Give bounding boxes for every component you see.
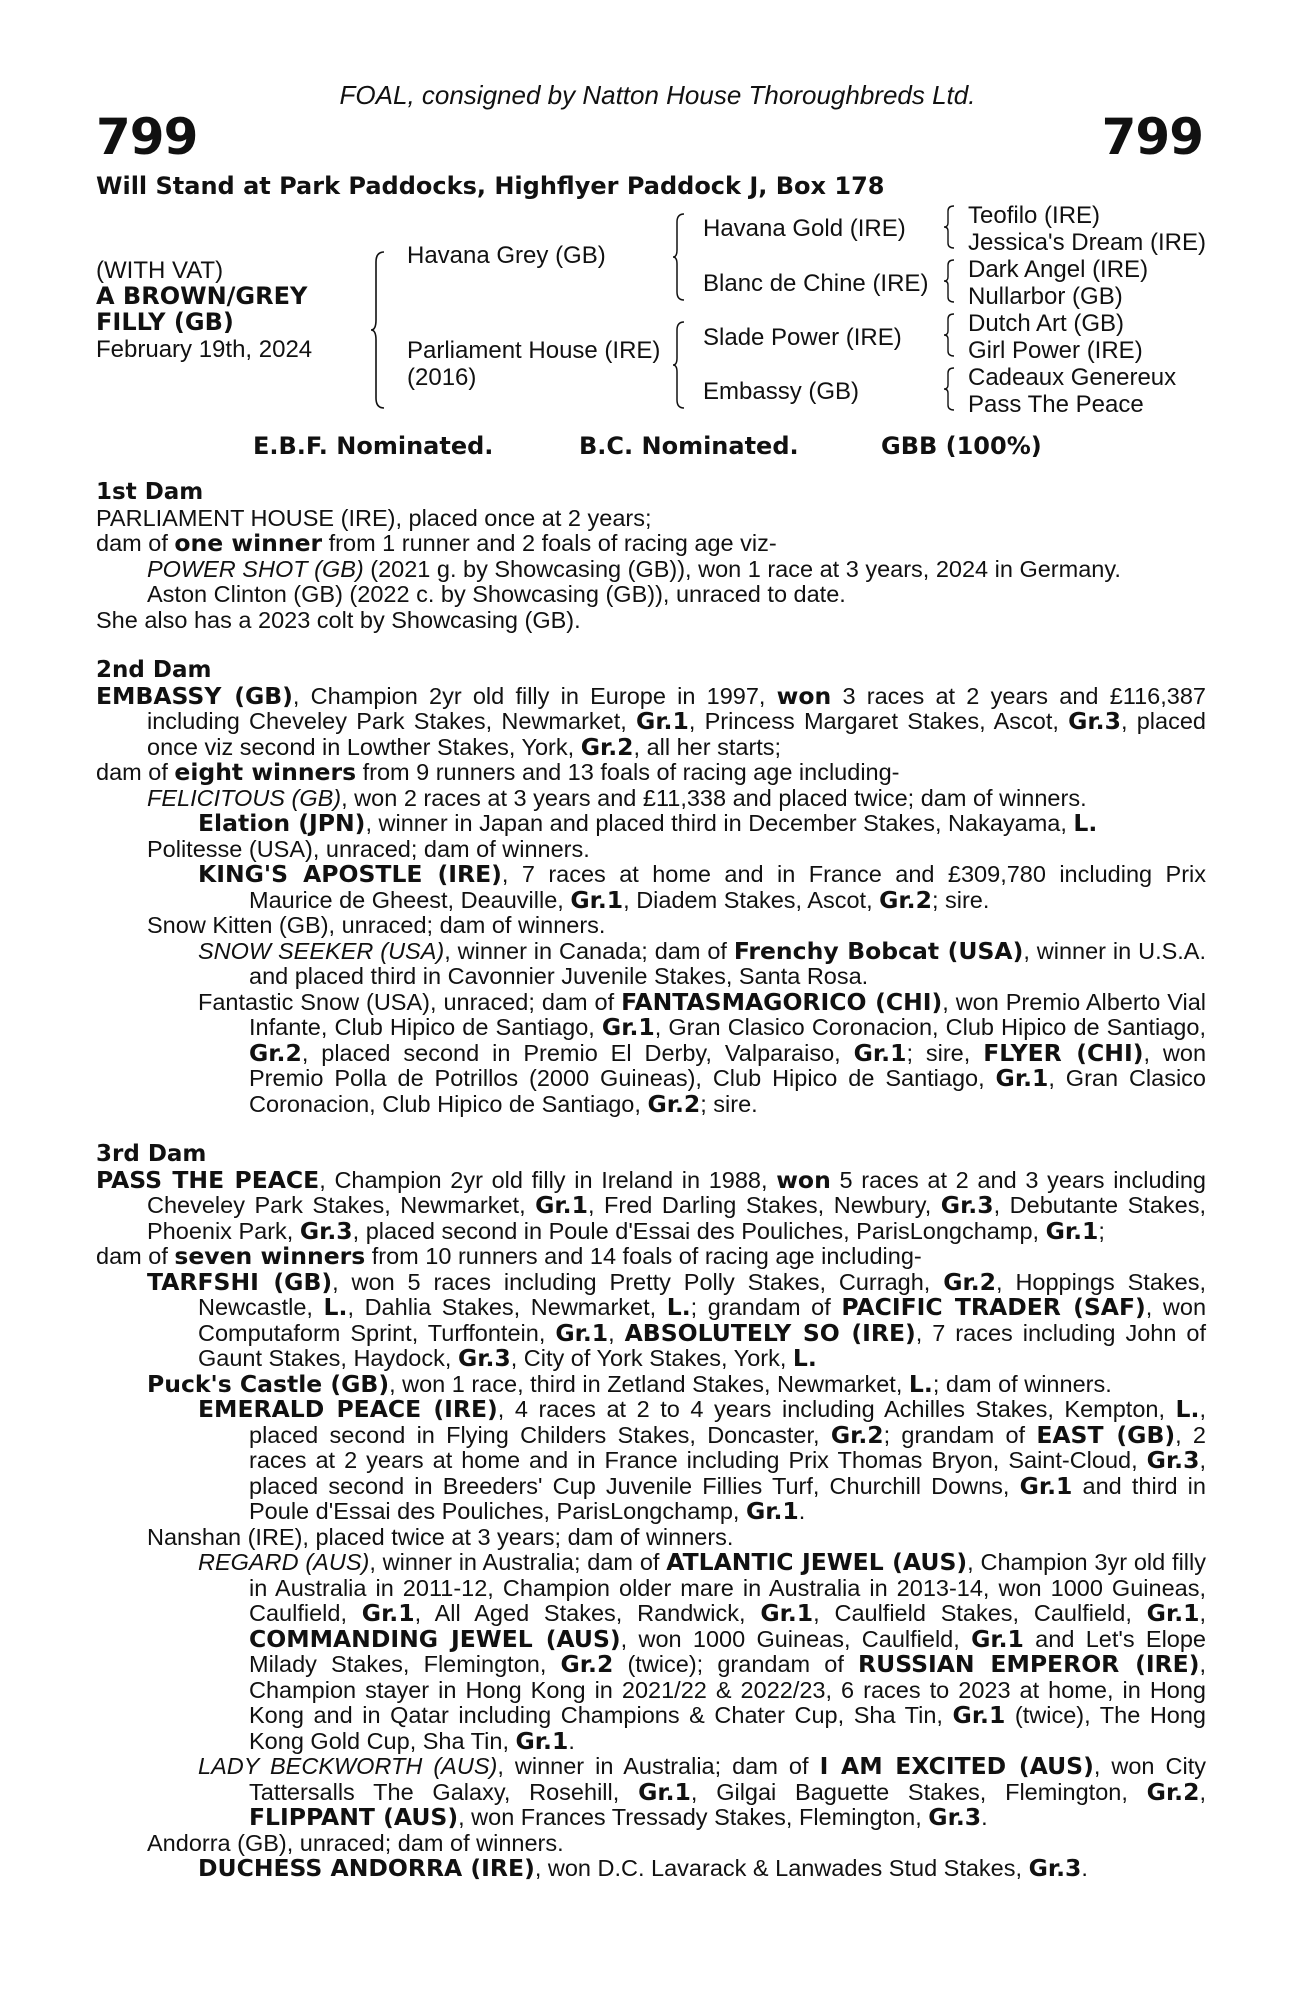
text-run-bold: Gr.1 [636, 707, 689, 735]
text-run: Politesse (USA), unraced; dam of winners. [147, 835, 590, 862]
text-run-bold: Gr.3 [940, 1191, 994, 1219]
foaling-date: February 19th, 2024 [96, 336, 313, 363]
text-run: , 2 races at 2 years at home and in France including Prix Thomas Bryon, Saint-Cloud, [249, 1421, 1206, 1473]
text-run-bold: L. [1175, 1395, 1200, 1423]
text-run: , winner in Canada; dam of [444, 937, 734, 964]
pedigree-dss: Dutch Art (GB) [968, 310, 1125, 337]
text-run-bold: FLIPPANT (AUS) [249, 1803, 459, 1831]
text-run: . [1081, 1855, 1088, 1881]
text-run-bold: L. [666, 1293, 691, 1321]
text-run-bold: Gr.1 [515, 1726, 569, 1755]
text-run: , Caulfield Stakes, Caulfield, [813, 1600, 1147, 1626]
text-run-bold: Gr.1 [555, 1318, 609, 1347]
text-run: , won Frances Tressady Stakes, Flemington, [458, 1804, 929, 1830]
text-run: ; [1098, 1217, 1105, 1244]
text-run-italic: REGARD (AUS) [198, 1549, 370, 1575]
text-run-bold: Gr.3 [1068, 707, 1121, 735]
dam3-produce-entry [96, 1525, 1206, 1551]
pedigree-sss: Teofilo (IRE) [968, 202, 1101, 229]
text-run-bold: Gr.1 [638, 1777, 691, 1806]
text-run-bold: L. [792, 1344, 817, 1372]
text-run-bold: ATLANTIC JEWEL (AUS) [666, 1548, 968, 1576]
text-run-bold: Gr.1 [570, 885, 624, 914]
gbb-rating: GBB (100%) [881, 432, 1042, 460]
dam2-produce-entry [96, 862, 1206, 913]
text-run-bold: EMBASSY (GB) [96, 681, 293, 710]
text-run: dam of [96, 759, 175, 785]
dam1-produce-entry [96, 557, 1206, 583]
pedigree-brace-sd [943, 258, 957, 304]
text-run-bold: Elation (JPN) [198, 809, 366, 837]
text-run: ; sire. [700, 1090, 758, 1117]
text-run-bold: Gr.3 [457, 1344, 511, 1372]
stand-location: Will Stand at Park Paddocks, Highflyer Paddock J, Box 178 [96, 172, 885, 200]
text-run: , placed second in Breeders' Cup Juvenile Fillies Turf, Churchill Downs, [249, 1447, 1206, 1499]
text-run-bold: DUCHESS ANDORRA (IRE) [198, 1854, 535, 1882]
text-run-bold: RUSSIAN EMPEROR (IRE) [858, 1650, 1200, 1678]
vat-note: (WITH VAT) [96, 257, 224, 284]
text-run-bold: ABSOLUTELY SO (IRE) [624, 1318, 916, 1347]
text-run: , [608, 1319, 625, 1346]
dam2-produce-entry [96, 786, 1206, 812]
text-run: , Gran Clasico Coronacion, Club Hipico de Santiago, [654, 1014, 1206, 1040]
text-run: , [1199, 1600, 1207, 1626]
text-run-bold: Gr.1 [361, 1599, 415, 1627]
text-run: (2021 g. by Showcasing (GB)), won 1 race at 3 years, 2024 in Germany. [363, 555, 1121, 582]
ebf-nomination: E.B.F. Nominated. [253, 432, 494, 460]
subject-line2: FILLY (GB) [96, 308, 234, 336]
text-run-bold: Gr.3 [1146, 1446, 1200, 1474]
dam2-produce-summary [96, 760, 1206, 786]
dam3-produce-entry [96, 1856, 1206, 1882]
text-run-bold: Gr.1 [601, 1013, 655, 1041]
text-run: , won Premio Alberto Vial Infante, Club Hipico de Santiago, [249, 988, 1207, 1040]
pedigree-dam-dam: Embassy (GB) [703, 378, 860, 405]
pedigree-sds: Dark Angel (IRE) [968, 256, 1149, 283]
text-run: from 1 runner and 2 foals of racing age viz- [322, 530, 777, 556]
dam2-heading: 2nd Dam [96, 657, 212, 683]
text-run: Nanshan (IRE), placed twice at 3 years; dam of winners. [147, 1523, 734, 1550]
text-run-bold: COMMANDING JEWEL (AUS) [249, 1624, 621, 1653]
dam2-produce-entry [96, 987, 1207, 1118]
text-run: , winner in Japan and placed third in December Stakes, Nakayama, [365, 810, 1074, 836]
dam1-para: She also has a 2023 colt by Showcasing (GB). [96, 606, 581, 633]
text-run-bold: Gr.2 [879, 885, 932, 914]
text-run: , won Computaform Sprint, Turffontein, [198, 1294, 1207, 1346]
text-run-bold: Gr.1 [995, 1064, 1049, 1092]
text-run-bold: one winner [174, 529, 323, 557]
text-run: , Champion 2yr old filly in Europe in 1997, [292, 682, 777, 709]
dam2-produce-entry [96, 837, 1206, 863]
pedigree-dsd: Girl Power (IRE) [968, 337, 1143, 364]
dam3-produce-entry [96, 1754, 1206, 1831]
text-run: , 7 races including John of Gaunt Stakes, Haydock, [198, 1319, 1206, 1371]
dam1-produce-entry: Aston Clinton (GB) (2022 c. by Showcasing (GB)), unraced to date. [147, 581, 846, 607]
pedigree-brace-ss [943, 204, 957, 250]
text-run-italic: FELICITOUS (GB) [147, 784, 342, 811]
text-run-bold: Gr.1 [1146, 1599, 1200, 1627]
dam3-heading: 3rd Dam [96, 1141, 207, 1167]
text-run: and third in Poule d'Essai des Pouliches, ParisLongchamp, [249, 1472, 1206, 1524]
subject-line1: A BROWN/GREY [96, 282, 308, 310]
text-run-bold: EAST (GB) [1036, 1420, 1176, 1449]
text-run-bold: PASS THE PEACE [96, 1165, 320, 1194]
text-run-bold: Puck's Castle (GB) [147, 1369, 390, 1398]
text-run-bold: Gr.2 [560, 1650, 614, 1678]
text-run: 3 races at 2 years and £116,387 including Cheveley Park Stakes, Newmarket, [147, 682, 1206, 734]
text-run: (twice); grandam of [613, 1651, 859, 1677]
pedigree-brace-main [370, 250, 390, 410]
pedigree-ssd: Jessica's Dream (IRE) [968, 229, 1206, 256]
dam1-produce-summary [96, 531, 1206, 557]
text-run-bold: Gr.2 [1146, 1777, 1200, 1806]
text-run: , placed second in Premio El Derby, Valparaiso, [301, 1039, 854, 1066]
bc-nomination: B.C. Nominated. [579, 432, 799, 460]
dam2-produce-entry [96, 913, 1206, 939]
text-run-italic: LADY BECKWORTH (AUS) [198, 1753, 498, 1779]
text-run: ; sire, [906, 1039, 984, 1066]
text-run: , won 1000 Guineas, Caulfield, [620, 1625, 972, 1652]
text-run: ; sire. [931, 886, 990, 913]
text-run: , Fred Darling Stakes, Newbury, [587, 1192, 941, 1218]
pedigree-dam: Parliament House (IRE) [407, 337, 661, 364]
text-run: , winner in U.S.A. and placed third in Cavonnier Juvenile Stakes, Santa Rosa. [249, 937, 1207, 989]
text-run: from 9 runners and 13 foals of racing age including- [356, 759, 900, 785]
text-run-bold: Gr.1 [1019, 1471, 1073, 1500]
text-run-bold: Gr.1 [745, 1497, 799, 1525]
text-run: , winner in Australia; dam of [497, 1753, 820, 1779]
text-run-bold: Gr.2 [249, 1038, 302, 1067]
text-run: , won 5 races including Pretty Polly Stakes, Curragh, [332, 1268, 944, 1295]
text-run-bold: Gr.1 [853, 1038, 907, 1067]
text-run: ; grandam of [883, 1421, 1037, 1448]
dam1-para: PARLIAMENT HOUSE (IRE), placed once at 2 years; [96, 504, 652, 531]
text-run: , Princess Margaret Stakes, Ascot, [688, 708, 1069, 734]
text-run-bold: I AM EXCITED (AUS) [819, 1752, 1094, 1780]
text-run: , City of York Stakes, York, [510, 1345, 793, 1371]
lot-number-left: 799 [96, 108, 198, 166]
text-run: 5 races at 2 and 3 years including Cheveley Park Stakes, Newmarket, [147, 1166, 1206, 1218]
text-run: , Hoppings Stakes, Newcastle, [198, 1268, 1206, 1320]
text-run-bold: L. [1073, 809, 1098, 837]
dam3-produce-summary [96, 1244, 1206, 1270]
text-run: Snow Kitten (GB), unraced; dam of winners. [147, 912, 606, 938]
text-run-bold: Gr.1 [971, 1624, 1024, 1653]
text-run-bold: Gr.2 [830, 1420, 884, 1449]
consignor-line: FOAL, consigned by Natton House Thoroughbreds Ltd. [339, 80, 976, 110]
text-run-bold: Gr.2 [580, 732, 634, 761]
text-run: dam of [96, 1243, 175, 1269]
text-run: , won 1 race, third in Zetland Stakes, Newmarket, [389, 1370, 909, 1397]
text-run-bold: Gr.3 [299, 1216, 353, 1245]
lot-number-right: 799 [1101, 108, 1203, 166]
text-run: , placed second in Poule d'Essai des Pouliches, ParisLongchamp, [352, 1217, 1046, 1244]
pedigree-brace-dd [943, 366, 957, 412]
text-run-bold: FANTASMAGORICO (CHI) [621, 987, 943, 1016]
text-run-bold: L. [323, 1293, 348, 1321]
text-run: , winner in Australia; dam of [369, 1549, 667, 1575]
text-run-bold: FLYER (CHI) [983, 1038, 1144, 1067]
text-run: , won D.C. Lavarack & Lanwades Stud Stakes, [534, 1855, 1029, 1881]
pedigree-sire: Havana Grey (GB) [407, 242, 606, 269]
text-run: , won City Tattersalls The Galaxy, Rosehill, [249, 1753, 1207, 1805]
text-run: , placed once viz second in Lowther Stakes, York, [147, 708, 1206, 760]
text-run: , Champion stayer in Hong Kong in 2021/22 & 2022/23, 6 races to 2023 at home, in Hong Kong and in Qatar including Champions & Chater Cup, Sha Tin, [249, 1651, 1206, 1728]
dam2-produce-entry [96, 936, 1207, 990]
text-run: (twice), The Hong Kong Gold Cup, Sha Tin, [249, 1702, 1207, 1754]
text-run: . [568, 1727, 575, 1754]
text-run-bold: Frenchy Bobcat (USA) [733, 936, 1024, 965]
text-run-bold: won [776, 1165, 831, 1194]
text-run-bold: TARFSHI (GB) [147, 1267, 333, 1296]
pedigree-sire-sire: Havana Gold (IRE) [703, 215, 906, 242]
pedigree-dds: Cadeaux Genereux [968, 364, 1177, 391]
text-run-bold: eight winners [174, 758, 357, 786]
text-run: , 7 races at home and in France and £309,780 including Prix Maurice de Gheest, Deauville, [249, 861, 1206, 913]
text-run: , all her starts; [633, 733, 782, 760]
dam2-produce-entry [96, 811, 1206, 837]
dam3-produce-entry [96, 1267, 1207, 1372]
text-run: dam of [96, 530, 175, 556]
pedigree-brace-dam [672, 320, 688, 410]
text-run: , Gran Clasico Coronacion, Club Hipico de Santiago, [249, 1065, 1206, 1117]
text-run: , Champion 3yr old filly in Australia in 2011-12, Champion older mare in Australia in 2013-14, won 1000 Guineas, Caulfield, [249, 1549, 1206, 1626]
text-run: , 4 races at 2 to 4 years including Achilles Stakes, Kempton, [497, 1396, 1176, 1422]
text-run: , Debutante Stakes, Phoenix Park, [147, 1192, 1206, 1244]
text-run: and Let's Elope Milady Stakes, Flemington, [249, 1625, 1206, 1677]
dam2-para [96, 681, 1206, 761]
text-run: , won Premio Polla de Potrillos (2000 Guineas), Club Hipico de Santiago, [249, 1039, 1207, 1091]
pedigree-dam-sire: Slade Power (IRE) [703, 324, 902, 351]
text-run: from 10 runners and 14 foals of racing age including- [365, 1243, 922, 1269]
dam3-produce-entry [96, 1397, 1206, 1525]
text-run: Andorra (GB), unraced; dam of winners. [147, 1829, 564, 1856]
text-run-italic: SNOW SEEKER (USA) [198, 937, 445, 964]
pedigree-brace-sire [672, 212, 688, 302]
text-run: , Dahlia Stakes, Newmarket, [347, 1294, 667, 1320]
text-run-bold: L. [908, 1369, 933, 1398]
text-run-bold: Gr.1 [760, 1599, 814, 1627]
text-run-bold: seven winners [174, 1242, 366, 1270]
text-run-bold: won [776, 681, 832, 710]
dam3-produce-entry [96, 1550, 1206, 1754]
dam3-produce-entry [96, 1369, 1206, 1398]
text-run: , Diadem Stakes, Ascot, [623, 886, 880, 913]
text-run: ; dam of winners. [932, 1370, 1112, 1397]
text-run: . [798, 1498, 806, 1524]
pedigree-brace-ds [943, 312, 957, 358]
text-run-bold: Gr.2 [943, 1267, 997, 1296]
text-run: , placed second in Flying Childers Stakes, Doncaster, [249, 1396, 1206, 1448]
text-run: , All Aged Stakes, Randwick, [414, 1600, 761, 1626]
pedigree-sire-dam: Blanc de Chine (IRE) [703, 270, 929, 297]
text-run-bold: EMERALD PEACE (IRE) [198, 1395, 498, 1423]
text-run: , Champion 2yr old filly in Ireland in 1988, [319, 1166, 777, 1193]
text-run: ; grandam of [690, 1294, 842, 1320]
text-run: , Gilgai Baguette Stakes, Flemington, [690, 1778, 1147, 1805]
text-run-italic: POWER SHOT (GB) [147, 555, 364, 582]
dam1-heading: 1st Dam [96, 479, 204, 505]
text-run-bold: Gr.2 [647, 1089, 701, 1118]
text-run-bold: KING'S APOSTLE (IRE) [198, 860, 502, 888]
pedigree-ddd: Pass The Peace [968, 391, 1144, 418]
dam3-produce-entry [96, 1831, 1206, 1857]
text-run-bold: Gr.1 [1045, 1216, 1099, 1245]
text-run-bold: PACIFIC TRADER (SAF) [841, 1293, 1146, 1321]
pedigree-sdd: Nullarbor (GB) [968, 283, 1123, 310]
text-run-bold: Gr.1 [952, 1701, 1006, 1729]
catalogue-body [96, 480, 1206, 1882]
text-run: , won 2 races at 3 years and £11,338 and placed twice; dam of winners. [341, 784, 1087, 811]
text-run-bold: Gr.1 [535, 1191, 588, 1219]
text-run: Fantastic Snow (USA), unraced; dam of [198, 988, 622, 1015]
text-run-bold: Gr.3 [928, 1803, 982, 1831]
pedigree-dam-year: (2016) [407, 364, 477, 391]
text-run: . [981, 1804, 988, 1830]
text-run-bold: Gr.3 [1028, 1854, 1082, 1882]
dam3-para [96, 1165, 1206, 1245]
text-run: , [1199, 1778, 1206, 1805]
